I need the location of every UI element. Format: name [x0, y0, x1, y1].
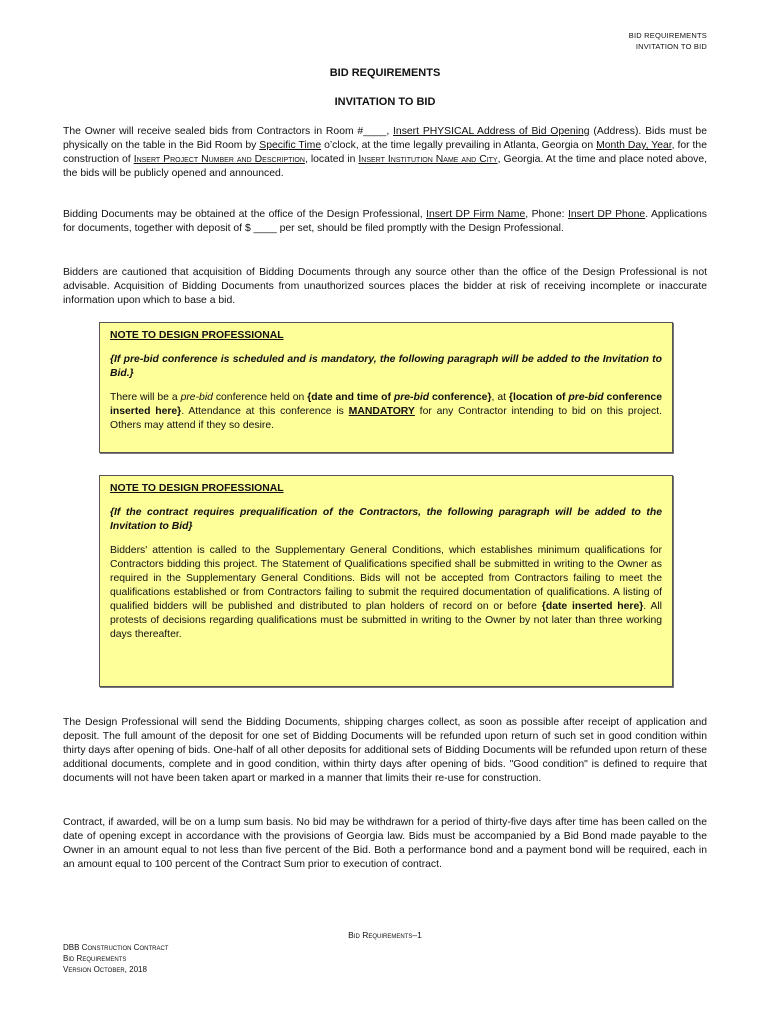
text: , for the construction of — [63, 140, 707, 165]
note-title: NOTE TO DESIGN PROFESSIONAL — [110, 483, 284, 494]
text: Bidding Documents may be obtained at the office of the Design Professional, — [63, 209, 427, 220]
note-body — [110, 544, 662, 642]
text: for any Contractor intending to bid on this project. Others may attend if they so desire. — [110, 406, 662, 431]
note-instruction: {If pre-bid conference is scheduled and is mandatory, the following paragraph will be added to the Invitation to Bid.} — [110, 354, 662, 379]
text: o’clock, at the time legally prevailing in Atlanta, Georgia on — [321, 140, 597, 151]
paragraph-sealed-bids — [63, 125, 707, 181]
text: (Address). Bids must be physically on the table in the Bid Room by — [63, 126, 707, 151]
placeholder-dp-firm: Insert DP Firm Name — [426, 209, 526, 220]
page-number: Bid Requirements–1 — [348, 930, 422, 940]
mandatory-label: MANDATORY — [348, 406, 415, 417]
text: . Attendance at this conference is — [181, 406, 349, 417]
running-header-line1: BID REQUIREMENTS — [628, 31, 707, 40]
note-box-prequalification — [99, 475, 673, 687]
text: pre-bid — [393, 392, 430, 403]
text: The Owner will receive sealed bids from Contractors in Room #____, — [63, 126, 394, 137]
text: {date inserted here} — [541, 601, 644, 612]
text: {date and time of — [307, 392, 394, 403]
note-instruction: {If the contract requires prequalification of the Contractors, the following paragraph will be added to the Invitation to Bid} — [110, 507, 662, 532]
footer-info — [63, 942, 168, 975]
text: , Phone: — [525, 209, 568, 220]
text: , located in — [304, 154, 359, 165]
footer-line2: Bid Requirements — [63, 954, 127, 963]
placeholder-project: Insert Project Number and Description — [133, 154, 305, 165]
text: , Georgia. At the time and place noted above, the bids will be publicly opened and announced. — [63, 154, 708, 179]
text: pre-bid — [568, 392, 604, 403]
text: . Applications for documents, together with deposit of $ ____ per set, should be filed promptly with the Design Professional. — [63, 209, 707, 234]
text: Bidders' attention is called to the Supplementary General Conditions, which establishes minimum qualifications for Contractors bidding this project. The Statement of Qualifications specified shall be submitted in writing to the Owner as required in the Supplementary General Conditions. Bids will not be accepted from Contractors failing to meet the qualifications established or from Contractors failing to submit the required documentation of qualifications. A listing of qualified bidders will be published and distributed to plan holders of record on or before — [110, 545, 662, 612]
paragraph-caution: Bidders are cautioned that acquisition of Bidding Documents through any source other than the office of the Design Professional is not advisable. Acquisition of Bidding Documents from unauthorized sources places the bidder at risk of receiving incomplete or inaccurate information upon which to base a bid. — [63, 267, 707, 306]
placeholder-date: Month Day, Year — [596, 140, 672, 151]
placeholder-institution: Insert Institution Name and City — [358, 154, 498, 165]
note-box-prebid — [99, 322, 673, 453]
note-body — [110, 391, 662, 433]
text: There will be a — [110, 392, 181, 403]
placeholder-time: Specific Time — [259, 140, 322, 151]
document-title: BID REQUIREMENTS — [329, 67, 441, 79]
running-header — [629, 30, 707, 52]
document-subtitle: INVITATION TO BID — [334, 96, 436, 108]
text: conference inserted here} — [110, 392, 662, 417]
paragraph-contract-terms: Contract, if awarded, will be on a lump sum basis. No bid may be withdrawn for a period of thirty-five days after time has been called on the date of opening except in accordance with the provisions of Georgia law. Bids must be accompanied by a Bid Bond made payable to the Owner in an amount equal to not less than five percent of the Bid. Both a performance bond and a payment bond will be required, each in an amount equal to 100 percent of the Contract Sum prior to execution of contract. — [63, 817, 707, 870]
text: conference held on — [212, 392, 308, 403]
text: . All protests of decisions regarding qualifications must be submitted in writing to the Owner by not later than three working days thereafter. — [110, 601, 662, 640]
footer-line3: Version October, 2018 — [63, 965, 147, 974]
note-title: NOTE TO DESIGN PROFESSIONAL — [110, 330, 284, 341]
text: pre-bid — [180, 392, 213, 403]
text: {location of — [508, 392, 569, 403]
paragraph-bidding-documents — [63, 208, 707, 236]
paragraph-deposit-refund: The Design Professional will send the Bidding Documents, shipping charges collect, as soon as possible after receipt of application and deposit. The full amount of the deposit for one set of Bidding Documents will be refunded upon return of such set in good condition within thirty days after opening of bids. One-half of all other deposits for additional sets of Bidding Documents will be refunded upon return of these additional documents, complete and in good condition, within thirty days after opening of bids. "Good condition" is defined to require that documents will not have been taken apart or marked in a manner that limits their re-use for construction. — [63, 717, 707, 784]
text: , at — [491, 392, 509, 403]
placeholder-dp-phone: Insert DP Phone — [567, 209, 646, 220]
text: conference} — [429, 392, 492, 403]
footer-line1: DBB Construction Contract — [63, 943, 169, 952]
placeholder-bid-address: Insert PHYSICAL Address of Bid Opening — [393, 126, 590, 137]
running-header-line2: INVITATION TO BID — [635, 42, 707, 51]
